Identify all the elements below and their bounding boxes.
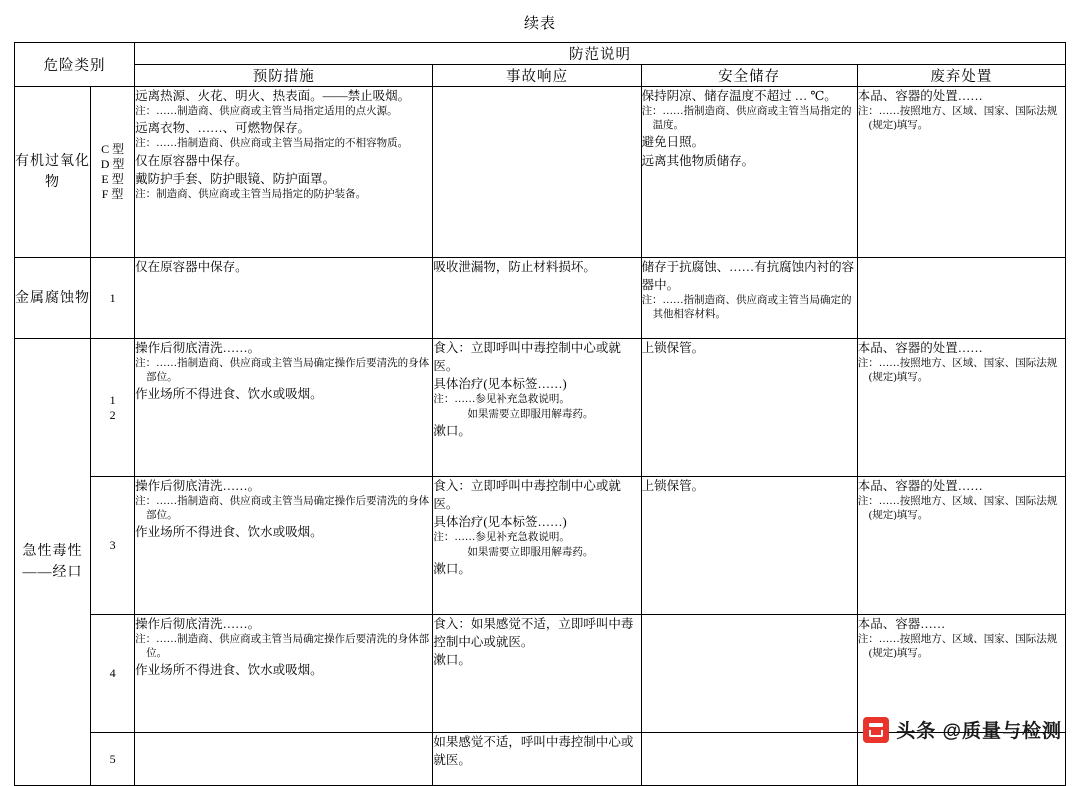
cell-line: 注：……按照地方、区域、国家、国际法规(规定)填写。 [857, 106, 1058, 132]
cell-line: 操作后彻底清洗……。 [135, 341, 261, 355]
cell-line: 远离衣物、……、可燃物保存。 [135, 121, 311, 136]
header-disposal: 废弃处置 [857, 65, 1065, 87]
cell-line: 保持阴凉、储存温度不超过 … ℃。 [641, 89, 837, 103]
cell-line: 注：……按照地方、区域、国家、国际法规(规定)填写。 [857, 496, 1058, 522]
hazard-code: 4 [109, 666, 116, 680]
cell-line: 如果需要立即服用解毒药。 [467, 408, 594, 420]
cell-line: 注：制造商、供应商或主管当局指定的防护装备。 [135, 188, 367, 200]
cell-line: 上锁保管。 [641, 341, 705, 355]
table-row [15, 87, 1066, 258]
toutiao-logo-icon [863, 717, 889, 743]
cell-line: 作业场所不得进食、饮水或吸烟。 [135, 525, 323, 540]
watermark-text: 头条 @质量与检测 [896, 721, 1062, 742]
hazard-code-cell [91, 87, 135, 258]
cell-line: 食入：立即呼叫中毒控制中心或就医。 [433, 479, 621, 512]
cell-line: 注：……指制造商、供应商或主管当局确定操作后要清洗的身体部位。 [135, 358, 430, 384]
cell-line: 仅在原容器中保存。 [135, 260, 248, 274]
cell-line: 食入：如果感觉不适，立即呼叫中毒控制中心或就医。 [433, 617, 634, 650]
cell-line: 注：……按照地方、区域、国家、国际法规(规定)填写。 [857, 634, 1058, 660]
cell-line: 注：……指制造商、供应商或主管当局确定操作后要清洗的身体部位。 [135, 496, 430, 522]
table-cell [857, 615, 1065, 733]
cell-line: 储存于抗腐蚀、……有抗腐蚀内衬的容器中。 [641, 260, 855, 293]
table-cell [135, 615, 433, 733]
hazard-code: 2 [109, 407, 116, 422]
table-cell [641, 615, 857, 733]
table-row [15, 615, 1066, 733]
category-label: 金属腐蚀物 [15, 290, 91, 306]
cell-line: 吸收泄漏物，防止材料损坏。 [433, 260, 596, 274]
table-cell [857, 339, 1065, 477]
cell-line: 如果感觉不适，呼叫中毒控制中心或就医。 [433, 735, 634, 768]
cell-line: 上锁保管。 [641, 479, 705, 493]
cell-line: 注：……指制造商、供应商或主管当局指定的不相容物质。 [135, 138, 409, 150]
header-category: 危险类别 [15, 43, 135, 87]
table-cell [135, 339, 433, 477]
header-response: 事故响应 [433, 65, 641, 87]
table-cell [433, 339, 641, 477]
hazard-code: 1 [109, 290, 116, 305]
cell-line: 注：……指制造商、供应商或主管当局指定的温度。 [641, 106, 852, 132]
cell-line: 注：……制造商、供应商或主管当局指定适用的点火源。 [135, 106, 398, 118]
hazard-code: E 型 [101, 172, 124, 186]
table-cell [641, 733, 857, 786]
hazard-guidance-table [14, 42, 1066, 786]
cell-line: 注：……指制造商、供应商或主管当局确定的其他相容材料。 [641, 295, 852, 321]
table-header-row-1 [15, 43, 1066, 65]
hazard-code-cell [91, 258, 135, 339]
cell-line: 作业场所不得进食、饮水或吸烟。 [135, 663, 323, 678]
header-guidance-group: 防范说明 [135, 43, 1066, 65]
cell-line: 仅在原容器中保存。 [135, 153, 248, 168]
table-cell [433, 87, 641, 258]
table-cell [641, 258, 857, 339]
cell-line: 漱口。 [433, 653, 471, 668]
cell-line: 避免日照。 [641, 135, 705, 150]
hazard-category-cell [15, 339, 91, 786]
cell-line: 本品、容器…… [857, 617, 946, 631]
hazard-code: D 型 [100, 157, 125, 171]
cell-line: 如果需要立即服用解毒药。 [467, 546, 594, 558]
cell-line: 操作后彻底清洗……。 [135, 617, 261, 631]
table-cell [433, 258, 641, 339]
hazard-code: 5 [109, 751, 116, 766]
cell-line: 食入：立即呼叫中毒控制中心或就医。 [433, 341, 621, 374]
hazard-code-cell [91, 615, 135, 733]
cell-line: 漱口。 [433, 423, 471, 438]
header-prevention: 预防措施 [135, 65, 433, 87]
cell-line: 本品、容器的处置…… [857, 89, 983, 103]
table-cell [433, 477, 641, 615]
cell-line: 注：……制造商、供应商或主管当局确定操作后要清洗的身体部位。 [135, 634, 430, 660]
hazard-code-cell [91, 733, 135, 786]
hazard-category-cell [15, 87, 91, 258]
table-cell [641, 477, 857, 615]
cell-line: 具体治疗(见本标签……) [433, 377, 567, 392]
category-label: 急性毒性 [22, 544, 83, 559]
cell-line: 具体治疗(见本标签……) [433, 515, 567, 530]
cell-line: 注：……参见补充急救说明。 [433, 394, 570, 406]
hazard-code: F 型 [101, 187, 124, 201]
table-cell [135, 477, 433, 615]
hazard-code: C 型 [101, 142, 125, 156]
table-header-row-2 [15, 65, 1066, 87]
table-cell [641, 87, 857, 258]
cell-line: 漱口。 [433, 561, 471, 576]
table-cell [857, 258, 1065, 339]
table-row [15, 477, 1066, 615]
table-cell [433, 615, 641, 733]
table-cell [135, 733, 433, 786]
cell-line: 本品、容器的处置…… [857, 341, 983, 355]
table-cell [135, 258, 433, 339]
category-label: ——经口 [22, 565, 83, 580]
header-storage: 安全储存 [641, 65, 857, 87]
watermark [863, 716, 1062, 743]
cell-line: 远离其他物质储存。 [641, 153, 755, 168]
hazard-code-cell [91, 477, 135, 615]
cell-line: 注：……参见补充急救说明。 [433, 532, 570, 544]
hazard-code: 3 [109, 538, 116, 552]
category-label: 有机过氧化物 [15, 154, 91, 190]
cell-line: 注：……按照地方、区域、国家、国际法规(规定)填写。 [857, 358, 1058, 384]
hazard-code-cell [91, 339, 135, 477]
table-cell [433, 733, 641, 786]
table-row [15, 258, 1066, 339]
table-body [15, 87, 1066, 786]
table-row [15, 339, 1066, 477]
cell-line: 戴防护手套、防护眼镜、防护面罩。 [135, 171, 336, 186]
cell-line: 作业场所不得进食、饮水或吸烟。 [135, 387, 323, 402]
cell-line: 操作后彻底清洗……。 [135, 479, 261, 493]
table-cell [135, 87, 433, 258]
table-cell [641, 339, 857, 477]
table-cell [857, 477, 1065, 615]
hazard-code: 1 [109, 392, 116, 407]
cell-line: 本品、容器的处置…… [857, 479, 983, 493]
table-cell [857, 87, 1065, 258]
hazard-category-cell [15, 258, 91, 339]
cell-line: 远离热源、火花、明火、热表面。——禁止吸烟。 [135, 89, 411, 103]
page-title: 续表 [523, 16, 556, 32]
